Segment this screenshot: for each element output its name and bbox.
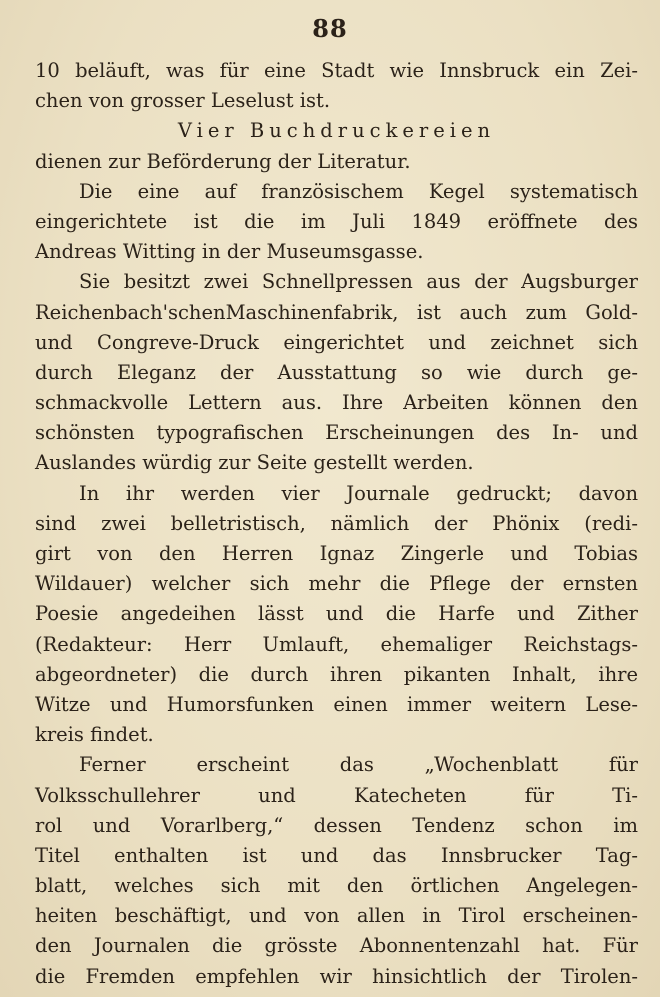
text-line: schmackvolle Lettern aus. Ihre Arbeiten können den: [35, 391, 638, 415]
text-line: girt von den Herren Ignaz Zingerle und Tobias: [35, 542, 638, 565]
text-line: rol und Vorarlberg,“ dessen Tendenz schon im: [35, 813, 638, 837]
text-line: Ferner erscheint das „Wochenblatt für: [79, 753, 638, 777]
text-line: 10 beläuft, was für eine Stadt wie Innsbruck ein Zei-: [35, 59, 638, 82]
text-line: die Fremden empfehlen wir hinsichtlich der Tirolen-: [35, 964, 638, 988]
text-line: dienen zur Beförderung der Literatur.: [35, 149, 411, 173]
text-line: Poesie angedeihen lässt und die Harfe und Zither: [35, 602, 638, 626]
text-line: In ihr werden vier Journale gedruckt; davon: [79, 481, 638, 505]
text-line: Die eine auf französischem Kegel systematisch: [79, 179, 638, 203]
text-line: Vier Buchdruckereien: [177, 119, 496, 143]
text-line: Wildauer) welcher sich mehr die Pflege der ernsten: [35, 572, 638, 596]
text-line: Witze und Humorsfunken einen immer weitern Lese-: [35, 692, 638, 716]
text-line: Volksschullehrer und Katecheten für Ti-: [35, 783, 638, 807]
text-line: schönsten typografischen Erscheinungen des In- und: [35, 421, 638, 445]
body-text: [35, 56, 638, 992]
text-line: Auslandes würdig zur Seite gestellt werden.: [35, 451, 474, 475]
text-line: und Congreve-Druck eingerichtet und zeichnet sich: [35, 330, 638, 354]
text-line: sind zwei belletristisch, nämlich der Phönix (redi-: [35, 511, 638, 535]
text-line: blatt, welches sich mit den örtlichen Angelegen-: [35, 874, 638, 898]
text-line: (Redakteur: Herr Umlauft, ehemaliger Reichstags-: [35, 632, 638, 656]
text-line: Sie besitzt zwei Schnellpressen aus der Augsburger: [79, 270, 638, 294]
text-line: den Journalen die grösste Abonnentenzahl hat. Für: [35, 934, 638, 958]
text-line: durch Eleganz der Ausstattung so wie durch ge-: [35, 360, 638, 384]
text-line: eingerichtete ist die im Juli 1849 eröffnete des: [35, 209, 638, 233]
text-line: abgeordneter) die durch ihren pikanten Inhalt, ihre: [35, 662, 638, 686]
text-line: Reichenbach'schenMaschinenfabrik, ist auch zum Gold-: [35, 300, 638, 324]
text-line: Andreas Witting in der Museumsgasse.: [35, 240, 424, 264]
page-number: 88: [312, 14, 348, 43]
text-line: Titel enthalten ist und das Innsbrucker Tag-: [35, 843, 638, 867]
text-line: heiten beschäftigt, und von allen in Tirol erscheinen-: [35, 904, 638, 928]
text-line: chen von grosser Leselust ist.: [35, 89, 331, 113]
text-line: kreis findet.: [35, 723, 154, 747]
